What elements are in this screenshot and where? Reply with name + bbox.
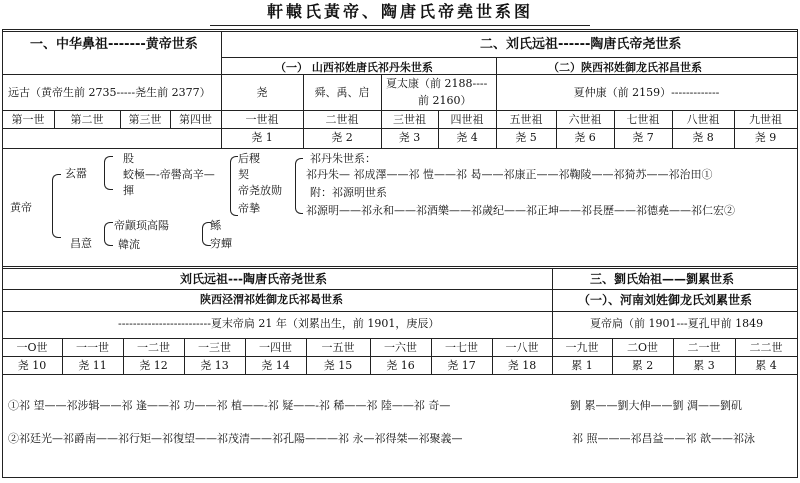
divider [2, 268, 798, 269]
tree-brace [104, 222, 113, 246]
gen-value: 尧 10 [17, 359, 47, 372]
section1-title: 一、中华鼻祖-------黄帝世系 [30, 37, 198, 52]
gen-value: 尧 16 [386, 359, 415, 372]
tree-brace [295, 158, 303, 214]
yuanming-lineage: 祁源明——祁永和——祁酒樂——祁歲纪——祁正坤——祁長歷——祁德堯——祁仁宏② [306, 204, 735, 217]
gen-value: 累 1 [571, 359, 593, 372]
gen-header: 三世祖 [393, 113, 426, 126]
subsection-changyi: （二）陕西祁姓御龙氏祁昌世系 [548, 61, 702, 74]
gen-header: 一世祖 [245, 113, 279, 126]
gen-value: 尧 11 [78, 359, 107, 372]
qiongchan-label: 穷蟬 [210, 237, 232, 250]
divider [2, 74, 798, 75]
yao-value: 尧 3 [398, 131, 421, 144]
section3-right-subtitle: （一）、河南刘姓御龙氏刘累世系 [578, 293, 753, 307]
gen-header: 一五世 [321, 341, 355, 354]
divider [797, 29, 798, 478]
gen-header: 一一世 [76, 341, 109, 354]
yao-value: 尧 4 [456, 131, 478, 144]
section3-right-title: 三、劉氏始祖——劉累世系 [590, 272, 735, 286]
zhuanxu-label: 帝颛顼高陽 [114, 219, 169, 232]
era-xia-taikang-2: 前 2160） [418, 94, 472, 107]
gu-label: 股 [123, 152, 134, 165]
divider [2, 311, 798, 312]
yao-label: 帝尧放勋 [238, 184, 282, 197]
gen-header: 一七世 [445, 341, 478, 354]
gen-header: 一九世 [565, 341, 599, 354]
zhi-label: 帝摯 [238, 202, 260, 215]
gen-header: 二一世 [687, 341, 721, 354]
gen-header: 八世祖 [686, 113, 720, 126]
gen-value: 尧 18 [507, 359, 537, 372]
hui-label: 揮 [123, 184, 134, 197]
lineage-line-2-qi: 祁 照———祁昌益——祁 歆——祁泳 [572, 432, 755, 445]
divider [552, 268, 553, 338]
divider [2, 29, 3, 478]
gen-header: 一六世 [384, 341, 417, 354]
table-top-border [2, 29, 798, 30]
era-shun: 舜、禹、启 [314, 86, 370, 99]
divider [2, 110, 798, 111]
yao-value: 尧 7 [632, 131, 654, 144]
gen-header: 五世祖 [509, 113, 543, 126]
yao-value: 尧 8 [692, 131, 714, 144]
era-yao: 尧 [256, 86, 268, 99]
gen-4: 第四世 [179, 113, 212, 126]
yao-value: 尧 2 [331, 131, 353, 144]
gen-header: 二二世 [749, 341, 783, 354]
divider [221, 57, 798, 58]
tree-brace [104, 156, 113, 190]
divider [2, 31, 798, 32]
gen-header: 一O世 [16, 341, 48, 354]
yao-value: 尧 9 [754, 131, 777, 144]
divider [2, 338, 798, 339]
danzhu-lineage: 祁丹朱— 祁成澤——祁 愷——祁 曷——祁康正——祁鞠陵——祁猗苏——祁治田① [306, 168, 713, 181]
yao-value: 尧 1 [251, 131, 273, 144]
era-xia-taikang: 夏太康（前 2188---- [386, 77, 488, 90]
gen-value: 尧 17 [447, 359, 476, 372]
divider [2, 128, 798, 129]
section3-left-title: 刘氏远祖---陶唐氏帝尧世系 [180, 272, 327, 286]
gen-value: 尧 14 [261, 359, 290, 372]
gen-header: 六世祖 [568, 113, 602, 126]
gen-value: 尧 13 [200, 359, 229, 372]
divider [2, 289, 798, 290]
era-xia-zhongkang: 夏仲康（前 2159）------------- [573, 86, 720, 99]
lineage-line-2: ②祁廷光—祁爵南——祁行矩—祁復望——祁茂清——祁孔陽———祁 永—祁得桀—祁聚義— [8, 432, 463, 445]
gen-header: 一二世 [137, 341, 170, 354]
gen-header: 一八世 [505, 341, 539, 354]
section3-right-era: 夏帝扃（前 1901---夏孔甲前 1849 [590, 317, 764, 330]
jiaoji-label: 蛟極—-帝嚳高辛— [123, 168, 215, 181]
hanliu-label: 韓流 [118, 238, 140, 251]
houji-label: 后稷 [238, 152, 260, 165]
gen-value: 尧 15 [323, 359, 353, 372]
gen-header: 一四世 [259, 341, 292, 354]
yao-value: 尧 5 [515, 131, 537, 144]
divider [2, 266, 798, 267]
lineage-line-1: ①祁 望——祁涉辑——祁 逢——祁 功——祁 植——-祁 疑——-祁 稀——祁 陸——祁 奇— [8, 399, 451, 412]
appendix-note: 附：祁源明世系 [310, 186, 387, 199]
gen-header: 二O世 [626, 341, 659, 354]
section3-left-era: -------------------------夏末帝扃 21 年（刘累出生，前 1901，庚辰） [118, 317, 440, 330]
gun-label: 鲧 [210, 219, 221, 232]
era-label: 远古（黄帝生前 2735-----尧生前 2377） [8, 86, 211, 99]
huangdi-label: 黄帝 [10, 201, 32, 214]
gen-1: 第一世 [11, 113, 45, 126]
tree-brace [230, 156, 238, 216]
title-underline [210, 25, 590, 26]
section3-left-subtitle: 陕西泾渭祁姓御龙氏祁曷世系 [200, 293, 343, 306]
changyi-label: 昌意 [70, 237, 92, 250]
gen-header: 二世祖 [325, 113, 359, 126]
table-bottom-border [2, 477, 798, 478]
qi-label: 契 [238, 168, 249, 181]
xuanxiao-label: 玄嚣 [65, 167, 87, 180]
gen-header: 一三世 [198, 341, 231, 354]
gen-header: 九世祖 [749, 113, 782, 126]
page-title: 軒轅氏黃帝、陶唐氏帝堯世系图 [266, 2, 533, 21]
yao-value: 尧 6 [574, 131, 596, 144]
gen-value: 累 4 [755, 359, 777, 372]
gen-value: 累 3 [693, 359, 715, 372]
gen-3: 第三世 [128, 113, 162, 126]
divider [2, 148, 798, 149]
danzhu-heading: 祁丹朱世系： [310, 152, 376, 165]
gen-2: 第二世 [70, 113, 104, 126]
divider [2, 356, 798, 357]
lineage-line-1-liu: 劉 累——劉大伸——劉 淍——劉矶 [570, 399, 742, 412]
section2-title: 二、刘氏远祖------陶唐氏帝尧世系 [480, 37, 682, 52]
gen-header: 四世祖 [450, 113, 484, 126]
divider [2, 374, 798, 375]
subsection-danzhu: （一） 山西祁姓唐氏祁丹朱世系 [275, 61, 433, 74]
gen-value: 尧 12 [139, 359, 168, 372]
gen-header: 七世祖 [626, 113, 660, 126]
tree-brace [52, 174, 61, 238]
gen-value: 累 2 [631, 359, 654, 372]
